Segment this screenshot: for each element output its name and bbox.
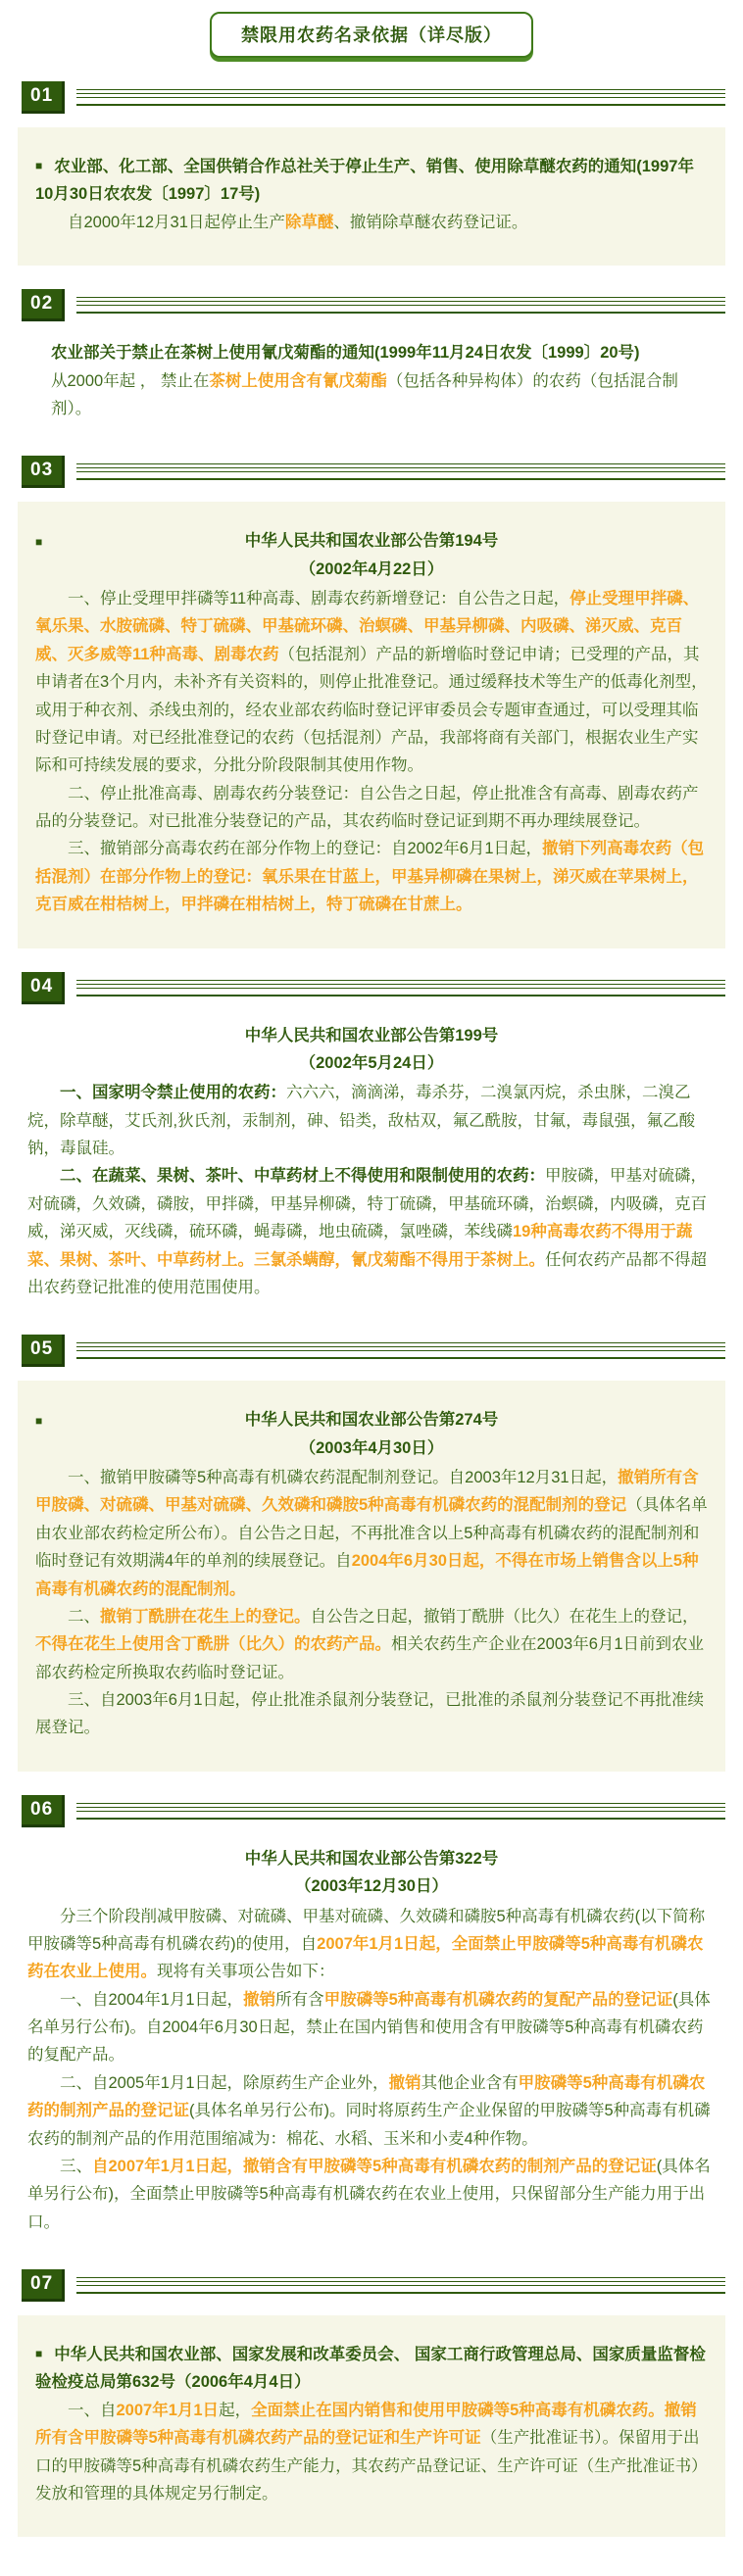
text-run: 二、自2005年1月1日起，除原药生产企业外， <box>60 2073 389 2092</box>
highlight-text: 撤销丁酰肼在花生上的登记。 <box>100 1607 311 1626</box>
section-title-block <box>27 1022 716 1078</box>
text-run: 、撤销除草醚农药登记证。 <box>333 213 528 231</box>
section-header <box>22 456 725 488</box>
divider-line <box>76 471 725 472</box>
divider-line <box>76 980 725 981</box>
text-run: 六六六，滴滴涕，毒杀芬，二溴氯丙烷，杀虫脒，二溴乙烷，除草醚，艾氏剂,狄氏剂，汞制剂，砷、铅类，敌枯双，氟乙酰胺，甘氟，毒鼠强，氟乙酸钠，毒鼠硅。 <box>27 1084 696 1157</box>
divider-line <box>76 463 725 464</box>
divider-line <box>76 1342 725 1343</box>
text-run: 三、撤销部分高毒农药在部分作物上的登记：自2002年6月1日起， <box>68 840 543 858</box>
section-02 <box>0 289 743 432</box>
bullet-square-icon: ■ <box>35 1414 43 1429</box>
highlight-text: 撤销 <box>243 1990 276 2009</box>
divider-line <box>76 93 725 94</box>
section-header <box>22 2269 725 2302</box>
text-run: 自2000年12月31日起停止生产 <box>68 213 285 231</box>
paragraph <box>35 1464 708 1603</box>
section-06 <box>0 1795 743 2246</box>
section-heading-text: 农业部关于禁止在茶树上使用氰戊菊酯的通知(1999年11月24日农发〔1999〕20号) <box>51 344 640 363</box>
divider-line <box>76 467 725 468</box>
section-title-block <box>35 1406 708 1462</box>
bold-text: 一、国家明令禁止使用的农药： <box>60 1084 286 1102</box>
section-title: 中华人民共和国农业部公告第199号 <box>244 1026 499 1045</box>
paragraph <box>27 1903 716 1986</box>
section-heading <box>35 2341 708 2397</box>
highlight-text: 停止受理甲拌磷、氧乐果、水胺硫磷、特丁硫磷、甲基硫环磷、治螟磷、甲基异柳磷、内吸磷、涕灭威、克百威、灭多威等11种高毒、剧毒农药 <box>35 590 700 663</box>
divider-line <box>76 2277 725 2278</box>
text-run: 任何农药产品都不得超出农药登记批准的使用范围使用。 <box>27 1250 707 1296</box>
section-title: （2002年5月24日） <box>299 1053 444 1072</box>
section-body <box>0 1841 743 2246</box>
bullet-square-icon: ■ <box>35 159 43 172</box>
section-divider-lines <box>76 2277 725 2294</box>
divider-line <box>76 297 725 298</box>
paragraph <box>51 367 702 423</box>
section-body <box>18 1381 725 1772</box>
text-run: (具体名单另行公布)，全面禁止甲胺磷等5种高毒有机磷农药在农业上使用，只保留部分生产能力用于出口。 <box>27 2157 711 2231</box>
divider-line <box>76 2292 725 2294</box>
divider-line <box>76 104 725 106</box>
paragraph <box>27 1986 716 2069</box>
section-divider-lines <box>76 297 725 314</box>
paragraph <box>35 209 708 236</box>
text-run: 相关农药生产企业在2003年6月1日前到农业部农药检定所换取农药临时登记证。 <box>35 1635 705 1681</box>
text-run: (具体名单另行公布)。同时将原药生产企业保留的甲胺磷等5种高毒有机磷农药的制剂产品的作用范围缩减为：棉花、水稻、玉米和小麦4种作物。 <box>27 2102 711 2148</box>
highlight-text: 撤销所有含甲胺磷、对硫磷、甲基对硫磷、久效磷和磷胺5种高毒有机磷农药的混配制剂的登记 <box>35 1469 699 1515</box>
divider-line <box>76 1346 725 1347</box>
section-body <box>0 335 743 432</box>
highlight-text: 2007年1月1日起，全面禁止甲胺磷等5种高毒有机磷农药在农业上使用。 <box>27 1934 704 1981</box>
highlight-text: 自2007年1月1日起，撤销含有甲胺磷等5种高毒有机磷农药的制剂产品的登记证 <box>92 2157 657 2175</box>
highlight-text: 全面禁止在国内销售和使用甲胺磷等5种高毒有机磷农药。撤销所有含甲胺磷等5种高毒有机磷农药产品的登记证和生产许可证 <box>35 2401 697 2448</box>
section-number-badge: 07 <box>22 2269 65 2302</box>
sections-list <box>0 81 743 2537</box>
section-header <box>22 1795 725 1827</box>
divider-line <box>76 1803 725 1804</box>
section-title-block <box>35 527 708 583</box>
section-divider-lines <box>76 1342 725 1359</box>
section-04 <box>0 972 743 1312</box>
bullet-square-icon: ■ <box>35 2347 43 2360</box>
divider-line <box>76 301 725 302</box>
section-01 <box>0 81 743 266</box>
highlight-text: 甲胺磷等5种高毒有机磷农药的复配产品的登记证 <box>323 1990 673 2009</box>
section-body <box>18 2315 725 2537</box>
divider-line <box>76 1811 725 1812</box>
text-run: 二、停止批准高毒、剧毒农药分装登记：自公告之日起，停止批准含有高毒、剧毒农药产品的分装登记。对已批准分装登记的产品，其农药临时登记证到期不再办理续展登记。 <box>35 784 699 830</box>
section-body <box>18 127 725 266</box>
text-run: 二、 <box>68 1607 100 1626</box>
divider-line <box>76 1818 725 1820</box>
section-title: 中华人民共和国农业部公告第322号 <box>244 1849 499 1868</box>
bullet-square-icon: ■ <box>35 535 43 550</box>
text-run: 一、停止受理甲拌磷等11种高毒、剧毒农药新增登记：自公告之日起， <box>68 590 570 608</box>
text-run: 一、撤销甲胺磷等5种高毒有机磷农药混配制剂登记。自2003年12月31日起， <box>68 1469 619 1486</box>
divider-line <box>76 89 725 90</box>
divider-line <box>76 2281 725 2282</box>
section-header <box>22 1335 725 1367</box>
highlight-text: 除草醚 <box>284 213 334 231</box>
text-run: 现将有关事项公告如下： <box>157 1963 335 1981</box>
text-run: 分三个阶段削减甲胺磷、对硫磷、甲基对硫磷、久效磷和磷胺5种高毒有机磷农药(以下简称甲胺磷等5种高毒有机磷农药)的使用，自 <box>27 1907 706 1953</box>
section-number-badge: 04 <box>22 972 65 1004</box>
text-run: （具体名单由农业部农药检定所公布）。自公告之日起，不再批准含以上5种高毒有机磷农药的混配制剂和临时登记有效期满4年的单剂的续展登记。自 <box>35 1496 708 1571</box>
text-run: (具体名单另行公布)。自2004年6月30日起，禁止在国内销售和使用含有甲胺磷等5种高毒有机磷农药的复配产品。 <box>27 1990 711 2065</box>
text-run: （生产批准证书）。保留用于出口的甲胺磷等5种高毒有机磷农药生产能力，其农药产品登记证、生产许可证（生产批准证书）发放和管理的具体规定另行制定。 <box>35 2429 708 2503</box>
text-run: 自公告之日起，撤销丁酰肼（比久）在花生上的登记， <box>310 1607 699 1626</box>
paragraph <box>27 1079 716 1162</box>
section-heading-text: 中华人民共和国农业部、国家发展和改革委员会、 国家工商行政管理总局、国家质量监督检验检疫总局第632号（2006年4月4日） <box>35 2346 706 2392</box>
text-run: （包括混剂）产品的新增临时登记申请；已受理的产品，其申请者在3个月内，未补齐有关资料的，则停止批准登记。通过缓释技术等生产的低毒化剂型，或用于种衣剂、杀线虫剂的，经农业部农药临时登记评审委员会专题审查通过，可以受理其临时登记申请。对已经批准登记的农药（包括混剂）产品，我部将商有关部门，根据农业生产实际和可持续发展的要求，分批分阶段限制其使用作物。 <box>35 645 708 775</box>
text-run: 其他企业含有 <box>421 2073 519 2092</box>
divider-line <box>76 97 725 98</box>
paragraph <box>27 1162 716 1301</box>
divider-line <box>76 2285 725 2286</box>
section-header <box>22 289 725 321</box>
section-title-block <box>27 1845 716 1901</box>
text-run: 起， <box>219 2401 252 2419</box>
section-header <box>22 81 725 114</box>
section-title: （2002年4月22日） <box>299 559 444 578</box>
section-body <box>18 502 725 948</box>
section-number-badge: 06 <box>22 1795 65 1827</box>
section-title: 中华人民共和国农业部公告第274号 <box>244 1411 499 1430</box>
text-run: 三、 <box>60 2157 92 2175</box>
section-number-badge: 02 <box>22 289 65 321</box>
paragraph <box>35 780 708 836</box>
section-body <box>0 1018 743 1312</box>
highlight-text: 茶树上使用含有氰戊菊酯 <box>209 371 387 390</box>
text-run: 从2000年起 ， 禁止在 <box>51 371 210 390</box>
section-number-badge: 05 <box>22 1335 65 1367</box>
highlight-text: 撤销下列高毒农药（包括混剂）在部分作物上的登记：氧乐果在甘蓝上，甲基异柳磷在果树上，涕灭威在苹果树上，克百威在柑桔树上，甲拌磷在柑桔树上，特丁硫磷在甘蔗上。 <box>35 840 705 914</box>
highlight-text: 2004年6月30日起，不得在市场上销售含以上5种高毒有机磷农药的混配制剂。 <box>35 1552 699 1598</box>
paragraph <box>27 2153 716 2236</box>
divider-line <box>76 312 725 314</box>
section-title: 中华人民共和国农业部公告第194号 <box>244 532 499 551</box>
page-title-text: 禁限用农药名录依据（详尽版） <box>241 25 502 45</box>
section-05 <box>0 1335 743 1772</box>
highlight-text: 不得在花生上使用含丁酰肼（比久）的农药产品。 <box>35 1635 391 1654</box>
paragraph <box>35 1686 708 1742</box>
divider-line <box>76 1357 725 1359</box>
highlight-text: 2007年1月1日 <box>116 2401 220 2419</box>
text-run: 一、自2004年1月1日起， <box>60 1990 244 2009</box>
section-heading <box>51 339 702 366</box>
highlight-text: 撤销 <box>388 2073 421 2092</box>
divider-line <box>76 988 725 989</box>
highlight-text: 19种高毒农药不得用于蔬菜、果树、茶叶、中草药材上。三氯杀螨醇，氰戊菊酯不得用于茶树上。 <box>27 1223 693 1269</box>
section-title: （2003年4月30日） <box>299 1438 444 1457</box>
section-divider-lines <box>76 89 725 106</box>
section-07 <box>0 2269 743 2537</box>
text-run: 三、自2003年6月1日起，停止批准杀鼠剂分装登记，已批准的杀鼠剂分装登记不再批准续展登记。 <box>35 1691 705 1737</box>
section-03 <box>0 456 743 948</box>
text-run: 甲胺磷，甲基对硫磷，对硫磷，久效磷，磷胺，甲拌磷，甲基异柳磷，特丁硫磷，甲基硫环磷，治螟磷，内吸磷，克百威，涕灭威，灭线磷，硫环磷，蝇毒磷，地虫硫磷，氯唑磷，苯线磷 <box>27 1167 707 1241</box>
divider-line <box>76 995 725 996</box>
divider-line <box>76 984 725 985</box>
divider-line <box>76 305 725 306</box>
section-divider-lines <box>76 980 725 996</box>
paragraph <box>27 2069 716 2153</box>
text-run: （包括各种异构体）的农药（包括混合制剂）。 <box>51 371 678 417</box>
text-run: 所有含 <box>275 1990 324 2009</box>
highlight-text: 甲胺磷等5种高毒有机磷农药的制剂产品的登记证 <box>27 2073 706 2120</box>
section-title: （2003年12月30日） <box>295 1877 448 1896</box>
section-heading-text: 农业部、化工部、全国供销合作总社关于停止生产、销售、使用除草醚农药的通知(1997年10月30日农农发〔1997〕17号) <box>35 158 694 204</box>
divider-line <box>76 1350 725 1351</box>
page-title <box>210 12 533 58</box>
section-number-badge: 01 <box>22 81 65 114</box>
divider-line <box>76 1807 725 1808</box>
text-run: 一、自 <box>68 2401 117 2419</box>
paragraph <box>35 1603 708 1686</box>
section-number-badge: 03 <box>22 456 65 488</box>
section-divider-lines <box>76 1803 725 1820</box>
section-header <box>22 972 725 1004</box>
section-divider-lines <box>76 463 725 480</box>
paragraph <box>35 835 708 918</box>
paragraph <box>35 585 708 780</box>
paragraph <box>35 2397 708 2508</box>
bold-text: 二、在蔬菜、果树、茶叶、中草药材上不得使用和限制使用的农药： <box>60 1167 545 1186</box>
divider-line <box>76 478 725 480</box>
section-heading <box>35 153 708 209</box>
